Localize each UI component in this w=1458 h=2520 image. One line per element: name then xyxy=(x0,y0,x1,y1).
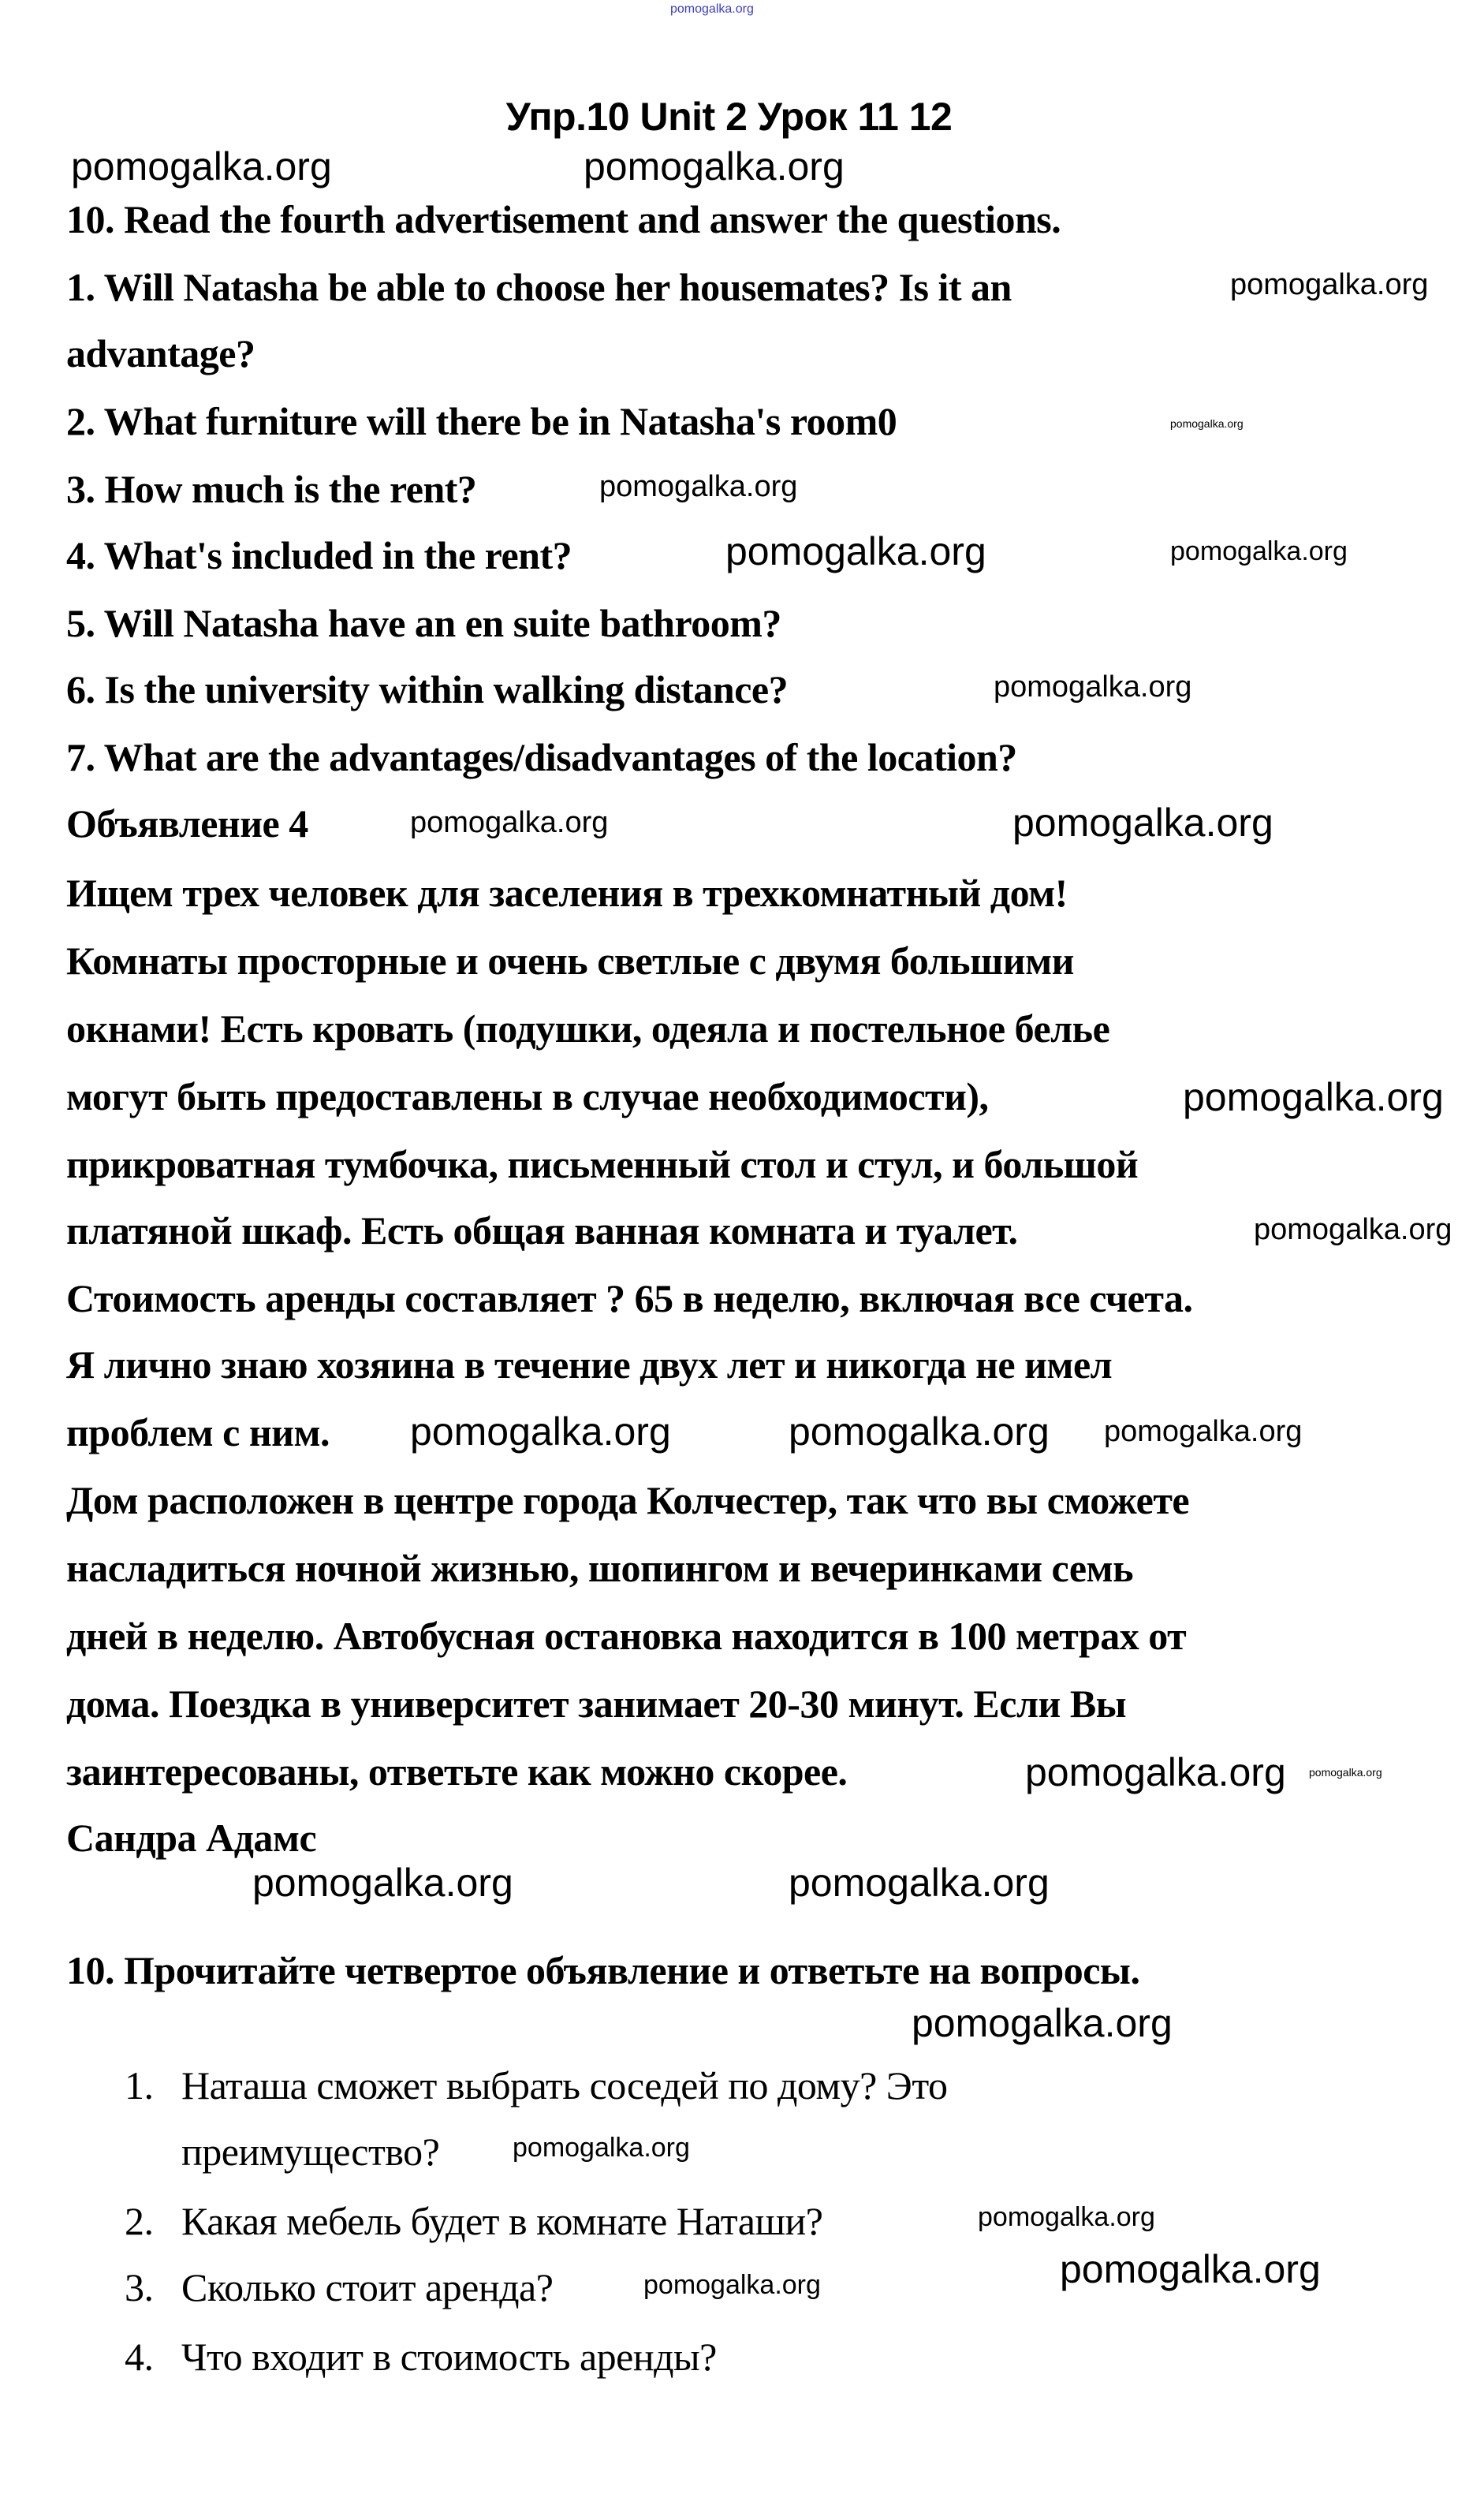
watermark: pomogalka.org xyxy=(1012,801,1273,845)
ad-line: Я лично знаю хозяина в течение двух лет и никогда не имел xyxy=(66,1342,1113,1387)
watermark: pomogalka.org xyxy=(789,1409,1050,1454)
watermark: pomogalka.org xyxy=(725,529,986,573)
list-item: Что входит в стоимость аренды? xyxy=(181,2335,717,2379)
watermark: pomogalka.org xyxy=(599,470,798,503)
english-line: 5. Will Natasha have an en suite bathroom? xyxy=(66,601,781,645)
watermark: pomogalka.org xyxy=(1309,1766,1382,1779)
ad-signature: Сандра Адамс xyxy=(66,1816,317,1860)
english-line: 2. What furniture will there be in Natasha's room0 xyxy=(66,399,897,443)
watermark: pomogalka.org xyxy=(789,1861,1050,1905)
watermark: pomogalka.org xyxy=(1060,2247,1321,2291)
ad-line: могут быть предоставлены в случае необходимости), xyxy=(66,1074,989,1118)
watermark: pomogalka.org xyxy=(584,144,845,189)
watermark: pomogalka.org xyxy=(1025,1750,1286,1794)
ad-heading: Объявление 4 xyxy=(66,801,308,846)
watermark: pomogalka.org xyxy=(71,144,332,189)
english-line: 6. Is the university within walking distance? xyxy=(66,667,789,711)
english-line: 3. How much is the rent? xyxy=(66,467,477,511)
ad-line: Стоимость аренды составляет ? 65 в неделю, включая все счета. xyxy=(66,1276,1193,1320)
list-item-number: 3. xyxy=(125,2265,154,2309)
watermark: pomogalka.org xyxy=(513,2133,690,2163)
watermark: pomogalka.org xyxy=(1104,1415,1303,1448)
ad-line: заинтересованы, ответьте как можно скорее. xyxy=(66,1749,848,1794)
watermark: pomogalka.org xyxy=(912,2001,1173,2045)
watermark: pomogalka.org xyxy=(252,1861,513,1905)
list-item: Сколько стоит аренда? xyxy=(181,2265,554,2309)
watermark: pomogalka.org xyxy=(643,2270,821,2300)
ad-line: прикроватная тумбочка, письменный стол и стул, и большой xyxy=(66,1142,1139,1186)
watermark: pomogalka.org xyxy=(670,2,754,16)
watermark: pomogalka.org xyxy=(410,1409,671,1454)
russian-heading: 10. Прочитайте четвертое объявление и ответьте на вопросы. xyxy=(66,1948,1140,1992)
watermark: pomogalka.org xyxy=(1230,268,1429,301)
watermark: pomogalka.org xyxy=(1170,536,1348,566)
page-title: Упр.10 Unit 2 Урок 11 12 xyxy=(505,95,953,139)
watermark: pomogalka.org xyxy=(978,2202,1155,2232)
ad-line: насладиться ночной жизнью, шопингом и вечеринками семь xyxy=(66,1546,1134,1590)
ad-line: дома. Поездка в университет занимает 20-30 минут. Если Вы xyxy=(66,1682,1127,1726)
list-item: Наташа сможет выбрать соседей по дому? Это xyxy=(181,2063,948,2107)
ad-line: проблем с ним. xyxy=(66,1410,330,1454)
watermark: pomogalka.org xyxy=(1183,1075,1444,1119)
watermark: pomogalka.org xyxy=(1170,417,1244,430)
watermark: pomogalka.org xyxy=(1254,1213,1452,1246)
ad-line: окнами! Есть кровать (подушки, одеяла и постельное белье xyxy=(66,1006,1110,1051)
list-item: Какая мебель будет в комнате Наташи? xyxy=(181,2199,823,2243)
ad-line: Ищем трех человек для заселения в трехкомнатный дом! xyxy=(66,871,1068,915)
ad-line: Дом расположен в центре города Колчестер, так что вы сможете xyxy=(66,1478,1190,1522)
list-item-number: 4. xyxy=(125,2335,154,2379)
english-line: 1. Will Natasha be able to choose her housemates? Is it an xyxy=(66,265,1012,309)
watermark: pomogalka.org xyxy=(994,670,1192,704)
english-line: 4. What's included in the rent? xyxy=(66,533,572,577)
list-item-number: 2. xyxy=(125,2199,154,2243)
list-item-number: 1. xyxy=(125,2063,154,2107)
watermark: pomogalka.org xyxy=(410,806,609,839)
ad-line: дней в неделю. Автобусная остановка находится в 100 метрах от xyxy=(66,1614,1187,1658)
ad-line: Комнаты просторные и очень светлые с двумя большими xyxy=(66,939,1074,983)
english-line: 7. What are the advantages/disadvantages of the location? xyxy=(66,735,1017,779)
list-item: преимущество? xyxy=(181,2130,440,2174)
english-line: advantage? xyxy=(66,331,255,375)
ad-line: платяной шкаф. Есть общая ванная комната и туалет. xyxy=(66,1208,1018,1253)
english-heading: 10. Read the fourth advertisement and answer the questions. xyxy=(66,197,1061,241)
